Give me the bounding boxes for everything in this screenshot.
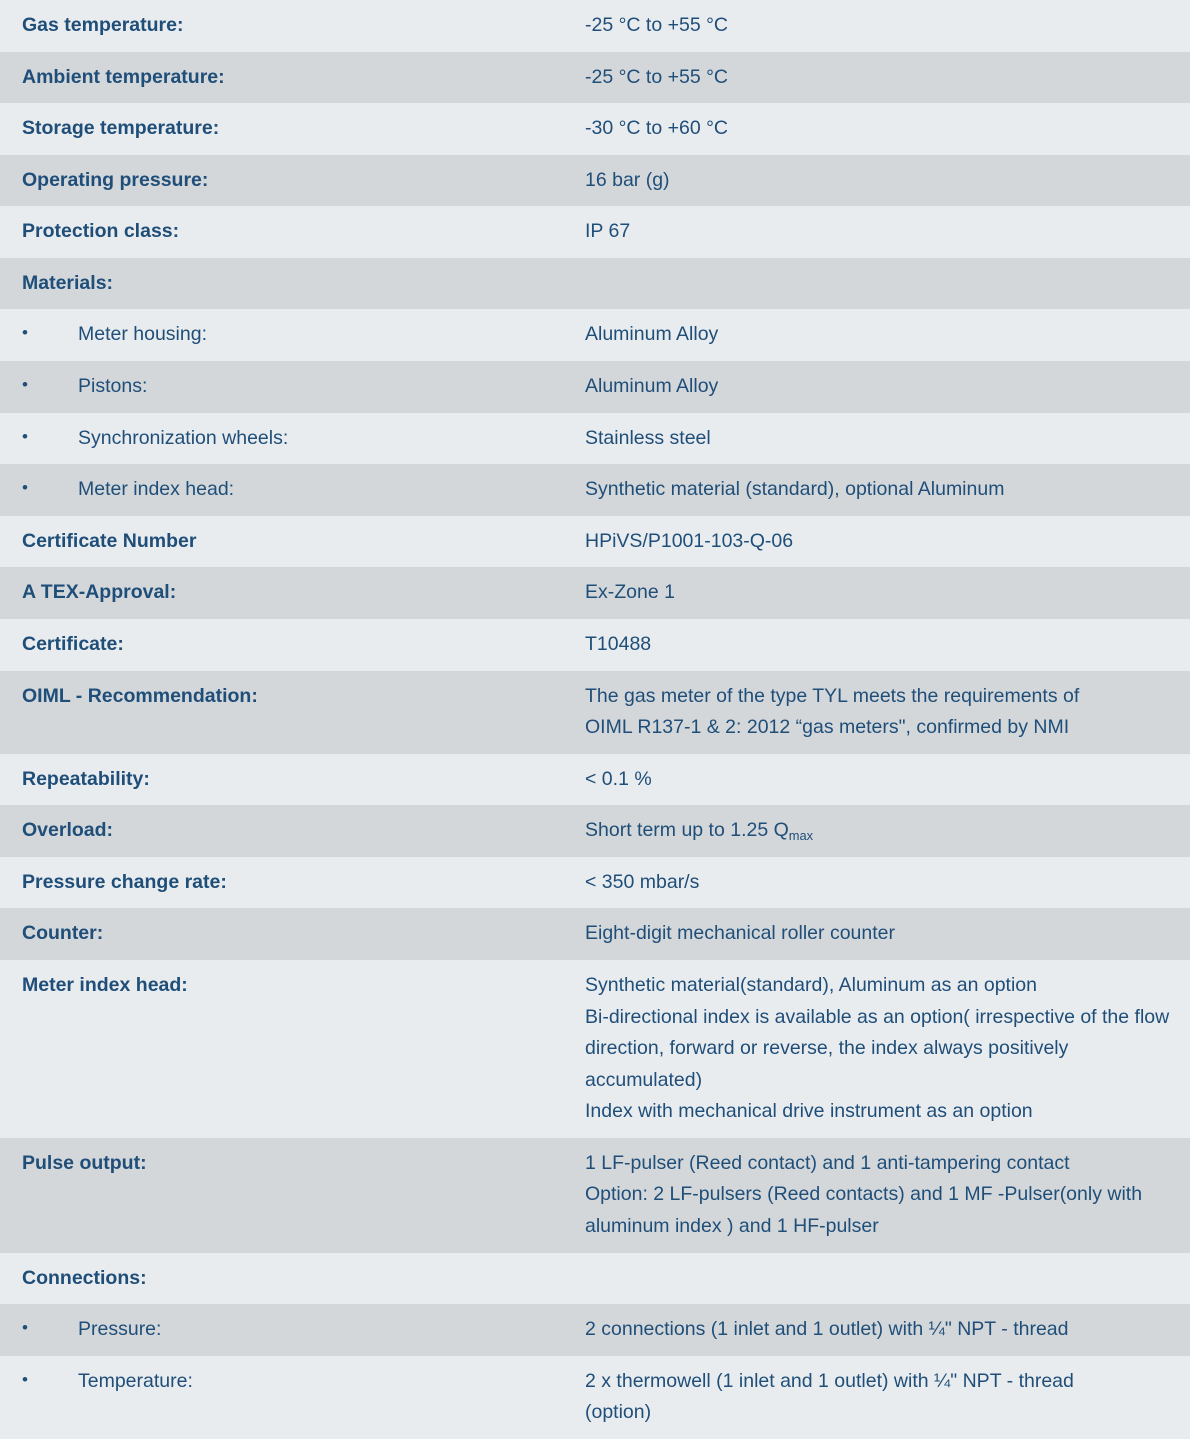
row-value	[585, 258, 1190, 310]
row-value-line: OIML R137-1 & 2: 2012 “gas meters", confirmed by NMI	[585, 716, 1070, 739]
row-label: Protection class:	[0, 206, 585, 258]
bullet-icon: •	[22, 426, 28, 446]
row-label	[0, 361, 585, 413]
row-value	[585, 1253, 1190, 1305]
row-value: < 350 mbar/s	[585, 857, 1190, 909]
table-row	[0, 413, 1190, 465]
table-row	[0, 206, 1190, 258]
row-value-line: Bi-directional index is available as an option( irrespective of the flow direction, forward or reverse, the index always positively accumulated)	[585, 1005, 1170, 1091]
row-value: Eight-digit mechanical roller counter	[585, 908, 1190, 960]
row-value	[585, 1356, 1190, 1439]
bullet-icon: •	[22, 1318, 28, 1338]
row-value: Stainless steel	[585, 413, 1190, 465]
row-value-line: 2 x thermowell (1 inlet and 1 outlet) with ¼" NPT - thread	[585, 1369, 1074, 1392]
row-value: 2 connections (1 inlet and 1 outlet) with ¼" NPT - thread	[585, 1304, 1190, 1356]
row-label: Materials:	[0, 258, 585, 310]
row-value: Ex-Zone 1	[585, 567, 1190, 619]
row-label: Pulse output:	[0, 1138, 585, 1253]
row-label: Operating pressure:	[0, 155, 585, 207]
row-value-line: 1 LF-pulser (Reed contact) and 1 anti-tampering contact	[585, 1151, 1070, 1174]
row-value-line: The gas meter of the type TYL meets the requirements of	[585, 684, 1080, 707]
bullet-icon: •	[22, 375, 28, 395]
row-value: IP 67	[585, 206, 1190, 258]
row-value: Synthetic material (standard), optional Aluminum	[585, 464, 1190, 516]
row-label-text: Pistons:	[78, 375, 148, 398]
row-label: Certificate Number	[0, 516, 585, 568]
row-value: Aluminum Alloy	[585, 309, 1190, 361]
row-value-line: Option: 2 LF-pulsers (Reed contacts) and 1 MF -Pulser(only with aluminum index ) and 1 HF-pulser	[585, 1183, 1143, 1238]
row-value: < 0.1 %	[585, 754, 1190, 806]
table-row-connections	[0, 1253, 1190, 1305]
row-label-text: Pressure:	[78, 1318, 162, 1341]
table-row	[0, 516, 1190, 568]
row-label	[0, 1356, 585, 1439]
row-label	[0, 309, 585, 361]
row-label: Overload:	[0, 805, 585, 857]
row-value-line: Synthetic material(standard), Aluminum as an option	[585, 973, 1037, 996]
row-label: Meter index head:	[0, 960, 585, 1138]
row-label: Connections:	[0, 1253, 585, 1305]
bullet-icon: •	[22, 478, 28, 498]
row-label-text: Meter housing:	[78, 323, 207, 346]
row-label: Ambient temperature:	[0, 52, 585, 104]
row-value-line: (option)	[585, 1401, 652, 1424]
row-value: Aluminum Alloy	[585, 361, 1190, 413]
table-row	[0, 619, 1190, 671]
row-label: Storage temperature:	[0, 103, 585, 155]
row-label	[0, 413, 585, 465]
row-label: Pressure change rate:	[0, 857, 585, 909]
row-value	[585, 1138, 1190, 1253]
row-value-prefix: Short term up to 1.25 Q	[585, 819, 789, 842]
row-label: OIML - Recommendation:	[0, 671, 585, 754]
row-value-line: Index with mechanical drive instrument as an option	[585, 1100, 1033, 1123]
table-row	[0, 52, 1190, 104]
table-row	[0, 1304, 1190, 1356]
row-label: Repeatability:	[0, 754, 585, 806]
row-value-subscript: max	[788, 828, 814, 844]
row-label: Counter:	[0, 908, 585, 960]
row-value: -25 °C to +55 °C	[585, 52, 1190, 104]
bullet-icon: •	[22, 1369, 28, 1389]
row-value: -30 °C to +60 °C	[585, 103, 1190, 155]
row-value	[585, 805, 1190, 857]
table-row-overload	[0, 805, 1190, 857]
row-label: Certificate:	[0, 619, 585, 671]
row-value: HPiVS/P1001-103-Q-06	[585, 516, 1190, 568]
table-row	[0, 0, 1190, 52]
row-label	[0, 464, 585, 516]
row-value: T10488	[585, 619, 1190, 671]
table-row	[0, 155, 1190, 207]
row-label-text: Meter index head:	[78, 478, 235, 501]
row-label: Gas temperature:	[0, 0, 585, 52]
table-row	[0, 464, 1190, 516]
row-value	[585, 960, 1190, 1138]
table-row	[0, 309, 1190, 361]
table-row	[0, 103, 1190, 155]
table-row	[0, 754, 1190, 806]
table-row-meter-index-head	[0, 960, 1190, 1138]
table-row-pulse-output	[0, 1138, 1190, 1253]
row-value: 16 bar (g)	[585, 155, 1190, 207]
bullet-icon: •	[22, 323, 28, 343]
row-label-text: Synchronization wheels:	[78, 426, 289, 449]
row-label	[0, 1304, 585, 1356]
table-row	[0, 361, 1190, 413]
table-row	[0, 857, 1190, 909]
table-row-oiml	[0, 671, 1190, 754]
table-row	[0, 908, 1190, 960]
row-label-text: Temperature:	[78, 1369, 193, 1392]
row-value	[585, 671, 1190, 754]
table-row	[0, 1356, 1190, 1439]
table-row	[0, 567, 1190, 619]
row-value: -25 °C to +55 °C	[585, 0, 1190, 52]
table-row-materials	[0, 258, 1190, 310]
row-label: A TEX-Approval:	[0, 567, 585, 619]
